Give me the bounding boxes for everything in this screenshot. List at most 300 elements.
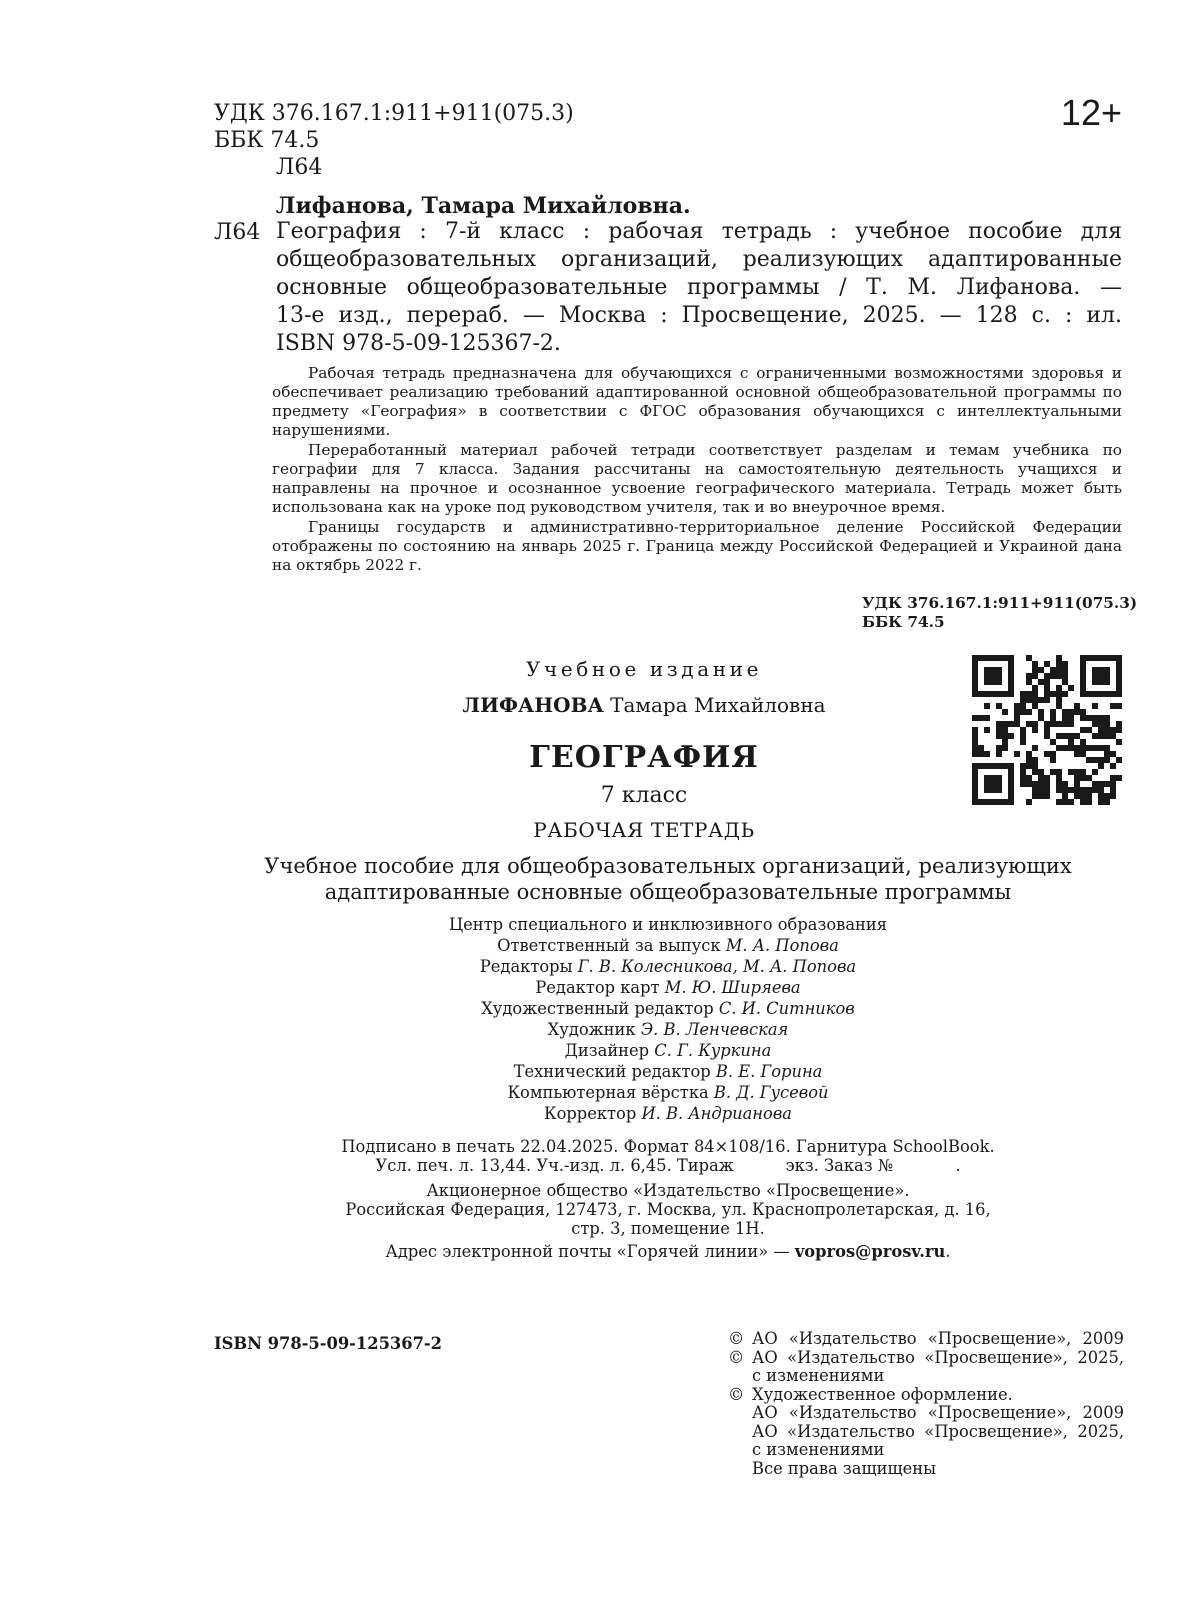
- qr-module: [1014, 751, 1020, 757]
- qr-module: [1074, 745, 1080, 751]
- qr-finder: [1008, 655, 1014, 697]
- qr-finder: [972, 691, 1014, 697]
- qr-module: [1038, 667, 1044, 673]
- qr-module: [1068, 709, 1074, 715]
- bibliographic-description: [276, 218, 1122, 358]
- copyright-symbol: ©: [728, 1329, 745, 1348]
- qr-module: [1068, 685, 1074, 691]
- qr-module: [1074, 775, 1080, 781]
- qr-module: [1044, 679, 1050, 685]
- qr-module: [1038, 793, 1044, 799]
- edition-author: [190, 693, 1098, 717]
- qr-module: [984, 751, 990, 757]
- copyright-symbol: [728, 1460, 752, 1479]
- qr-module: [972, 715, 978, 721]
- qr-module: [1044, 787, 1050, 793]
- qr-module: [1026, 781, 1032, 787]
- qr-module: [1014, 709, 1020, 715]
- qr-module: [1020, 703, 1026, 709]
- qr-module: [1038, 715, 1044, 721]
- qr-module: [1056, 733, 1062, 739]
- author-mark: Л64: [276, 155, 323, 180]
- email-link[interactable]: vopros@prosv.ru: [794, 1242, 946, 1261]
- qr-module: [1104, 751, 1110, 757]
- qr-module: [1038, 769, 1044, 775]
- qr-module: [1086, 745, 1092, 751]
- credit-role: Редакторы: [479, 957, 573, 976]
- qr-module: [1098, 733, 1104, 739]
- qr-module: [1116, 757, 1122, 763]
- card-author-mark: Л64: [214, 220, 261, 245]
- copyright-block: [728, 1330, 1124, 1478]
- qr-module: [1032, 691, 1038, 697]
- qr-module: [1080, 727, 1086, 733]
- copyright-text: АО «Издательство «Просвещение», 2009: [752, 1329, 1124, 1348]
- credit-row: [214, 956, 1122, 977]
- qr-finder: [1080, 691, 1122, 697]
- qr-module: [1020, 697, 1026, 703]
- qr-module: [1086, 793, 1092, 799]
- description-line: 13-е изд., перераб. — Москва : Просвещение, 2025. — 128 с. : ил.: [276, 303, 1122, 328]
- qr-module: [1086, 757, 1092, 763]
- qr-module: [1050, 739, 1056, 745]
- classification-repeat: [862, 594, 1137, 632]
- qr-finder: [1116, 655, 1122, 697]
- qr-module: [1032, 763, 1038, 769]
- qr-module: [1068, 745, 1074, 751]
- qr-module: [1002, 721, 1008, 727]
- udk-code-repeat: УДК 376.167.1:911+911(075.3): [862, 594, 1138, 612]
- qr-module: [1098, 799, 1104, 805]
- copyright-symbol: [728, 1367, 752, 1386]
- qr-module: [1074, 793, 1080, 799]
- qr-module: [1074, 709, 1080, 715]
- qr-module: [1086, 775, 1092, 781]
- qr-module: [1098, 745, 1104, 751]
- qr-module: [1098, 721, 1104, 727]
- qr-module: [1062, 745, 1068, 751]
- qr-module: [1020, 769, 1026, 775]
- qr-module: [1032, 787, 1038, 793]
- print-details: [214, 1137, 1122, 1175]
- author-given-names: Тамара Михайловна: [610, 693, 826, 717]
- qr-module: [1044, 661, 1050, 667]
- qr-module: [1044, 793, 1050, 799]
- copyright-line: [728, 1330, 1124, 1349]
- credit-names: Г. В. Колесникова, М. А. Попова: [577, 957, 857, 976]
- qr-finder: [1080, 655, 1122, 661]
- qr-module: [1056, 697, 1062, 703]
- qr-module: [1092, 733, 1098, 739]
- qr-module: [1020, 739, 1026, 745]
- qr-module: [1074, 703, 1080, 709]
- qr-module: [1044, 673, 1050, 679]
- copyright-text: АО «Издательство «Просвещение», 2009: [752, 1403, 1124, 1422]
- qr-module: [984, 703, 990, 709]
- qr-module: [1014, 721, 1020, 727]
- qr-module: [1050, 769, 1056, 775]
- credit-row: [214, 977, 1122, 998]
- qr-module: [1026, 757, 1032, 763]
- qr-module: [1008, 733, 1014, 739]
- isbn-line: ISBN 978-5-09-125367-2.: [276, 331, 561, 356]
- qr-module: [1038, 775, 1044, 781]
- qr-module: [1026, 763, 1032, 769]
- qr-module: [1032, 781, 1038, 787]
- book-kind: РАБОЧАЯ ТЕТРАДЬ: [533, 818, 755, 842]
- qr-module: [1080, 751, 1086, 757]
- qr-module: [1050, 715, 1056, 721]
- qr-module: [1044, 751, 1050, 757]
- bbk-code: ББК 74.5: [214, 128, 320, 153]
- book-purpose: [214, 853, 1122, 905]
- qr-module: [1032, 667, 1038, 673]
- credit-role: Ответственный за выпуск: [497, 936, 721, 955]
- qr-module: [1098, 781, 1104, 787]
- qr-module: [1008, 721, 1014, 727]
- qr-module: [1062, 715, 1068, 721]
- qr-module: [1014, 715, 1020, 721]
- print-line: Подписано в печать 22.04.2025. Формат 84×108/16. Гарнитура SchoolBook.: [341, 1137, 995, 1156]
- qr-module: [1104, 745, 1110, 751]
- qr-module: [1026, 679, 1032, 685]
- qr-module: [1020, 733, 1026, 739]
- copyright-symbol: ©: [728, 1347, 745, 1367]
- qr-module: [1104, 733, 1110, 739]
- copyright-text: Художественное оформление.: [752, 1384, 1013, 1404]
- qr-module: [1032, 703, 1038, 709]
- publisher-line: стр. 3, помещение 1Н.: [571, 1219, 765, 1238]
- qr-module: [1110, 787, 1116, 793]
- qr-module: [1032, 727, 1038, 733]
- qr-module: [1044, 697, 1050, 703]
- qr-module: [1062, 793, 1068, 799]
- qr-finder: [972, 799, 1014, 805]
- qr-finder: [972, 763, 978, 805]
- qr-module: [1056, 721, 1062, 727]
- qr-code[interactable]: [972, 655, 1122, 805]
- qr-module: [1002, 745, 1008, 751]
- qr-module: [1104, 799, 1110, 805]
- qr-module: [1098, 793, 1104, 799]
- qr-module: [972, 751, 978, 757]
- qr-module: [1020, 709, 1026, 715]
- publisher-details: [214, 1181, 1122, 1261]
- qr-module: [1092, 721, 1098, 727]
- qr-module: [1044, 727, 1050, 733]
- qr-module: [984, 715, 990, 721]
- qr-module: [972, 739, 978, 745]
- publisher-line: Российская Федерация, 127473, г. Москва, ул. Краснопролетарская, д. 16,: [345, 1200, 991, 1219]
- credit-row: [214, 935, 1122, 956]
- qr-module: [1074, 733, 1080, 739]
- qr-module: [1062, 661, 1068, 667]
- qr-module: [1002, 709, 1008, 715]
- qr-module: [1050, 673, 1056, 679]
- description-line: География : 7-й класс : рабочая тетрадь : учебное пособие для: [276, 219, 1122, 244]
- credit-role: Редактор карт: [535, 978, 660, 997]
- credit-names: В. Д. Гусевой: [713, 1083, 829, 1102]
- qr-module: [1050, 721, 1056, 727]
- qr-module: [1068, 799, 1074, 805]
- qr-module: [1092, 769, 1098, 775]
- qr-module: [1110, 775, 1116, 781]
- qr-module: [1056, 769, 1062, 775]
- qr-module: [1032, 793, 1038, 799]
- copyright-line: [728, 1441, 1124, 1460]
- qr-module: [1020, 775, 1026, 781]
- purpose-line: адаптированные основные общеобразовательные программы: [324, 880, 1012, 904]
- qr-module: [1056, 667, 1062, 673]
- publisher-line: Акционерное общество «Издательство «Просвещение».: [426, 1181, 910, 1200]
- copyright-text: с изменениями: [752, 1440, 885, 1459]
- qr-module: [1032, 661, 1038, 667]
- qr-module: [1002, 739, 1008, 745]
- qr-module: [1062, 691, 1068, 697]
- qr-module: [1020, 763, 1026, 769]
- qr-module: [1020, 727, 1026, 733]
- annotation: [272, 364, 1122, 576]
- qr-module: [996, 751, 1002, 757]
- qr-module: [1092, 703, 1098, 709]
- qr-module: [978, 715, 984, 721]
- qr-module: [1080, 775, 1086, 781]
- qr-module: [1056, 703, 1062, 709]
- qr-module: [1116, 721, 1122, 727]
- qr-module: [1104, 757, 1110, 763]
- qr-module: [1062, 709, 1068, 715]
- qr-module: [1026, 691, 1032, 697]
- qr-module: [1086, 727, 1092, 733]
- qr-module: [1080, 793, 1086, 799]
- credit-role: Дизайнер: [564, 1041, 650, 1060]
- qr-module: [1080, 709, 1086, 715]
- qr-module: [1032, 757, 1038, 763]
- credit-row: [214, 1082, 1122, 1103]
- qr-module: [1080, 787, 1086, 793]
- qr-module: [1110, 733, 1116, 739]
- qr-module: [1116, 739, 1122, 745]
- qr-module: [1032, 769, 1038, 775]
- credit-role: Художественный редактор: [481, 999, 714, 1018]
- credit-role: Технический редактор: [513, 1062, 711, 1081]
- qr-module: [1098, 757, 1104, 763]
- qr-module: [1068, 739, 1074, 745]
- qr-module: [1086, 787, 1092, 793]
- qr-finder: [984, 775, 1002, 793]
- qr-module: [1026, 799, 1032, 805]
- qr-module: [996, 745, 1002, 751]
- qr-module: [1068, 787, 1074, 793]
- qr-module: [1056, 655, 1062, 661]
- qr-module: [1068, 733, 1074, 739]
- qr-module: [1044, 685, 1050, 691]
- qr-module: [1044, 721, 1050, 727]
- qr-module: [1062, 781, 1068, 787]
- qr-module: [1056, 745, 1062, 751]
- copyright-line: [728, 1349, 1124, 1368]
- classification-header: [214, 100, 574, 181]
- copyright-text: АО «Издательство «Просвещение», 2025,: [752, 1421, 1124, 1441]
- qr-module: [1038, 787, 1044, 793]
- qr-module: [1044, 781, 1050, 787]
- qr-module: [1062, 721, 1068, 727]
- qr-module: [1044, 733, 1050, 739]
- qr-module: [1110, 793, 1116, 799]
- qr-finder: [972, 763, 1014, 769]
- copyright-text: Все права защищены: [752, 1458, 937, 1478]
- qr-module: [1074, 769, 1080, 775]
- qr-module: [996, 721, 1002, 727]
- qr-finder: [972, 655, 1014, 661]
- qr-module: [1110, 751, 1116, 757]
- qr-module: [984, 727, 990, 733]
- qr-module: [1116, 703, 1122, 709]
- qr-module: [1092, 715, 1098, 721]
- qr-module: [972, 727, 978, 733]
- credit-role: Художник: [547, 1020, 636, 1039]
- qr-module: [1050, 667, 1056, 673]
- qr-module: [996, 727, 1002, 733]
- qr-module: [996, 733, 1002, 739]
- qr-module: [1092, 757, 1098, 763]
- description-line: основные общеобразовательные программы / Т. М. Лифанова. —: [276, 275, 1122, 300]
- qr-module: [1020, 781, 1026, 787]
- qr-module: [1068, 769, 1074, 775]
- credit-role: Компьютерная вёрстка: [507, 1083, 709, 1102]
- purpose-line: Учебное пособие для общеобразовательных организаций, реализующих: [264, 854, 1072, 878]
- qr-module: [1110, 763, 1116, 769]
- qr-finder: [1080, 655, 1086, 697]
- copyright-line: [728, 1404, 1124, 1423]
- credit-names: Э. В. Ленчевская: [640, 1020, 789, 1039]
- qr-module: [1050, 691, 1056, 697]
- credits: [214, 914, 1122, 1124]
- description-line: общеобразовательных организаций, реализующих адаптированные: [276, 247, 1122, 272]
- author-heading: Лифанова, Тамара Михайловна.: [276, 193, 691, 219]
- qr-module: [972, 733, 978, 739]
- email-prefix: Адрес электронной почты «Горячей линии» —: [385, 1242, 795, 1261]
- credit-row: [214, 1019, 1122, 1040]
- qr-module: [1032, 685, 1038, 691]
- department: Центр специального и инклюзивного образования: [448, 915, 888, 934]
- qr-module: [1092, 745, 1098, 751]
- qr-module: [1068, 715, 1074, 721]
- qr-finder: [1092, 667, 1110, 685]
- qr-module: [1044, 775, 1050, 781]
- qr-module: [1104, 781, 1110, 787]
- author-surname: ЛИФАНОВА: [462, 693, 604, 717]
- print-line: Усл. печ. л. 13,44. Уч.-изд. л. 6,45. Тираж экз. Заказ № .: [375, 1156, 961, 1175]
- copyright-symbol: [728, 1404, 752, 1423]
- copyright-text: АО «Издательство «Просвещение», 2025,: [752, 1347, 1124, 1367]
- qr-module: [1056, 799, 1062, 805]
- copyright-symbol: ©: [728, 1384, 745, 1404]
- credit-row: [214, 1103, 1122, 1124]
- book-title: ГЕОГРАФИЯ: [529, 740, 759, 775]
- qr-finder: [984, 667, 1002, 685]
- qr-module: [1038, 781, 1044, 787]
- annotation-paragraph: Рабочая тетрадь предназначена для обучающихся с ограниченными возможностями здоровья и обеспечивает реализацию требований адаптированной основной общеобразовательной программы по предмету «География» в соответствии с ФГОС образования обучающихся с интеллектуальными нарушениями.: [272, 364, 1122, 439]
- credit-names: В. Е. Горина: [715, 1062, 823, 1081]
- qr-module: [1062, 787, 1068, 793]
- qr-module: [1038, 709, 1044, 715]
- qr-module: [1044, 691, 1050, 697]
- qr-finder: [972, 655, 978, 697]
- qr-module: [1020, 691, 1026, 697]
- annotation-paragraph: Границы государств и административно-территориальное деление Российской Федерации отображены по состоянию на январь 2025 г. Граница между Российской Федерацией и Украиной дана на октябрь 2022 г.: [272, 518, 1122, 574]
- qr-module: [1056, 685, 1062, 691]
- qr-module: [1074, 781, 1080, 787]
- qr-module: [1080, 715, 1086, 721]
- qr-module: [972, 745, 978, 751]
- qr-module: [1062, 667, 1068, 673]
- email-suffix: .: [945, 1242, 951, 1261]
- footer-isbn: ISBN 978-5-09-125367-2: [214, 1334, 442, 1353]
- qr-module: [1056, 787, 1062, 793]
- qr-module: [1074, 787, 1080, 793]
- qr-module: [1104, 721, 1110, 727]
- qr-module: [1080, 769, 1086, 775]
- qr-module: [1116, 727, 1122, 733]
- qr-module: [1110, 727, 1116, 733]
- qr-module: [1038, 697, 1044, 703]
- qr-module: [1038, 679, 1044, 685]
- book-grade: 7 класс: [600, 783, 688, 808]
- email-line: [214, 1242, 1122, 1261]
- qr-module: [996, 703, 1002, 709]
- qr-module: [1080, 739, 1086, 745]
- credit-role: Корректор: [543, 1104, 637, 1123]
- qr-module: [1074, 751, 1080, 757]
- credit-names: С. Г. Куркина: [654, 1041, 772, 1060]
- qr-module: [1092, 781, 1098, 787]
- qr-module: [1050, 709, 1056, 715]
- qr-module: [1026, 655, 1032, 661]
- qr-module: [1026, 775, 1032, 781]
- qr-module: [1098, 763, 1104, 769]
- qr-module: [1032, 673, 1038, 679]
- qr-module: [1062, 673, 1068, 679]
- qr-module: [1002, 733, 1008, 739]
- qr-module: [1026, 697, 1032, 703]
- qr-module: [1092, 787, 1098, 793]
- edition-type: Учебное издание: [525, 657, 763, 681]
- qr-module: [1056, 673, 1062, 679]
- credit-names: М. Ю. Ширяева: [664, 978, 801, 997]
- credit-row: [214, 1040, 1122, 1061]
- qr-module: [1014, 703, 1020, 709]
- qr-module: [1080, 745, 1086, 751]
- qr-module: [1098, 787, 1104, 793]
- copyright-line: [728, 1367, 1124, 1386]
- qr-module: [1098, 727, 1104, 733]
- qr-module: [1056, 781, 1062, 787]
- qr-module: [1116, 775, 1122, 781]
- copyright-text: с изменениями: [752, 1366, 885, 1385]
- annotation-paragraph: Переработанный материал рабочей тетради соответствует разделам и темам учебника по географии для 7 класса. Задания рассчитаны на самостоятельную деятельность учащихся и направлены на прочное и осознанное усвоение географического материала. Тетрадь может быть использована как на уроке под руководством учителя, так и во внеурочное время.: [272, 441, 1122, 516]
- copyright-line: [728, 1423, 1124, 1442]
- qr-module: [1104, 793, 1110, 799]
- qr-module: [1056, 661, 1062, 667]
- udk-code: УДК 376.167.1:911+911(075.3): [214, 101, 574, 126]
- qr-module: [1050, 751, 1056, 757]
- qr-module: [1104, 715, 1110, 721]
- qr-module: [1026, 751, 1032, 757]
- qr-module: [1068, 721, 1074, 727]
- qr-module: [1086, 715, 1092, 721]
- credit-names: С. И. Ситников: [718, 999, 855, 1018]
